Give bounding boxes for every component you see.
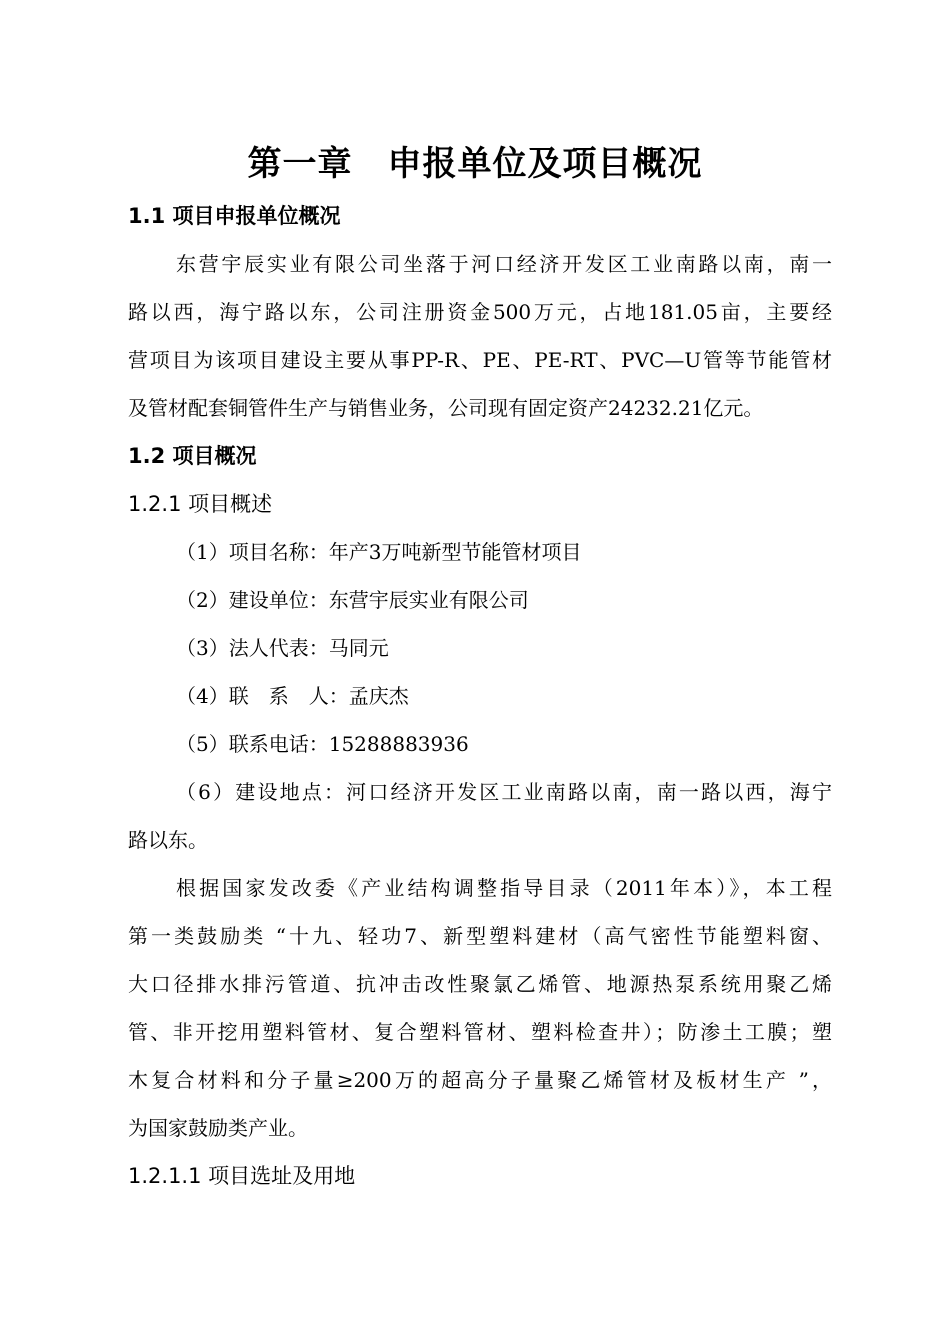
info-item-phone: （5）联系电话：15288883936 [176, 732, 469, 756]
paragraph-line: 及管材配套铜管件生产与销售业务，公司现有固定资产24232.21亿元。 [128, 396, 764, 420]
paragraph-line: 根据国家发改委《产业结构调整指导目录（2011年本）》，本工程 [176, 876, 832, 900]
paragraph-line: 为国家鼓励类产业。 [128, 1116, 308, 1140]
paragraph-line: 东营宇辰实业有限公司坐落于河口经济开发区工业南路以南，南一 [176, 252, 832, 276]
paragraph-line: 路以西，海宁路以东，公司注册资金500万元，占地181.05亩，主要经 [128, 300, 832, 324]
section-heading-1-2-1-1: 1.2.1.1 项目选址及用地 [128, 1164, 356, 1188]
paragraph-line: 第一类鼓励类 “十九、轻功7、新型塑料建材（高气密性节能塑料窗、 [128, 924, 832, 948]
info-item-contact: （4）联 系 人：孟庆杰 [176, 684, 409, 708]
paragraph-line: 管、非开挖用塑料管材、复合塑料管材、塑料检查井）；防渗土工膜；塑 [128, 1020, 832, 1044]
paragraph-line: 大口径排水排污管道、抗冲击改性聚氯乙烯管、地源热泵系统用聚乙烯 [128, 972, 832, 996]
chapter-title: 第一章 申报单位及项目概况 [247, 144, 703, 184]
info-item-project-name: （1）项目名称：年产3万吨新型节能管材项目 [176, 540, 582, 564]
info-item-location: （6）建设地点：河口经济开发区工业南路以南，南一路以西，海宁 [176, 780, 832, 804]
section-heading-1-2-1: 1.2.1 项目概述 [128, 492, 273, 516]
section-heading-1-2: 1.2 项目概况 [128, 444, 257, 468]
paragraph-line: 营项目为该项目建设主要从事PP-R、PE、PE-RT、PVC—U管等节能管材 [128, 348, 832, 372]
info-item-location-cont: 路以东。 [128, 828, 208, 852]
section-heading-1-1: 1.1 项目申报单位概况 [128, 204, 341, 228]
info-item-builder: （2）建设单位：东营宇辰实业有限公司 [176, 588, 529, 612]
paragraph-line: 木复合材料和分子量≥200万的超高分子量聚乙烯管材及板材生产 ”， [128, 1068, 832, 1092]
info-item-legal-rep: （3）法人代表：马同元 [176, 636, 389, 660]
